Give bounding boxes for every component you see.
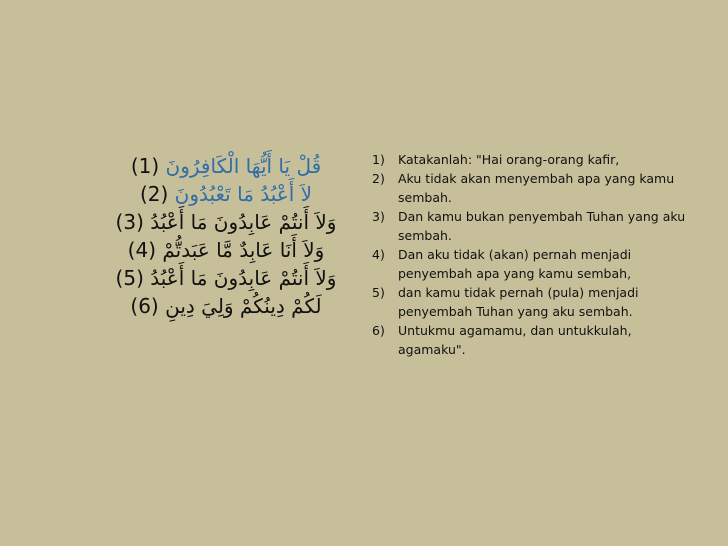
translation-text: Aku tidak akan menyembah apa yang kamu sembah. [398,171,675,205]
translation-text: Dan aku tidak (akan) pernah menjadi penyembah apa yang kamu sembah, [398,247,632,281]
arabic-verses [100,152,352,320]
arabic-verse-text: لَكُمْ دِينُكُمْ وَلِيَ دِينِ [165,294,322,318]
translation-number: 6) [372,323,385,338]
translation-item-3 [372,207,702,245]
arabic-verse-text: وَلاَ أَنتُمْ عَابِدُونَ مَا أَعْبُدُ [150,266,337,290]
translation-text: Dan kamu bukan penyembah Tuhan yang aku sembah. [398,209,686,243]
arabic-verse-6 [100,292,352,320]
arabic-verse-5 [100,264,352,292]
translation-item-4 [372,245,702,283]
translation-item-1 [372,150,702,169]
arabic-verse-text: قُلْ يَا أَيُّهَا الْكَافِرُونَ [165,154,322,178]
translation-list [372,150,702,359]
translation-number: 2) [372,171,385,186]
translation-number: 1) [372,152,385,167]
arabic-verse-number: (4) [127,238,157,262]
translation-item-5 [372,283,702,321]
translation-number: 3) [372,209,385,224]
translation-number: 4) [372,247,385,262]
translation-text: Untukmu agamamu, dan untukkulah, agamaku". [398,323,632,357]
arabic-verse-2 [100,180,352,208]
arabic-verse-number: (3) [115,210,144,234]
arabic-verse-text: وَلاَ أَنتُمْ عَابِدُونَ مَا أَعْبُدُ [150,210,337,234]
translation-number: 5) [372,285,385,300]
arabic-verse-text: لاَ أَعْبُدُ مَا تَعْبُدُونَ [174,182,313,206]
translation-text: Katakanlah: "Hai orang-orang kafir, [398,152,620,167]
translation-text: dan kamu tidak pernah (pula) menjadi penyembah Tuhan yang aku sembah. [398,285,639,319]
arabic-verse-number: (5) [115,266,144,290]
translation-item-6 [372,321,702,359]
arabic-verse-1 [100,152,352,180]
arabic-verse-text: وَلاَ أَنَا عَابِدٌ مَّا عَبَدتُّمْ [162,238,325,262]
arabic-verse-3 [100,208,352,236]
arabic-verse-number: (2) [139,182,169,206]
translation-item-2 [372,169,702,207]
arabic-verse-number: (1) [130,154,160,178]
arabic-verse-number: (6) [130,294,159,318]
arabic-verse-4 [100,236,352,264]
